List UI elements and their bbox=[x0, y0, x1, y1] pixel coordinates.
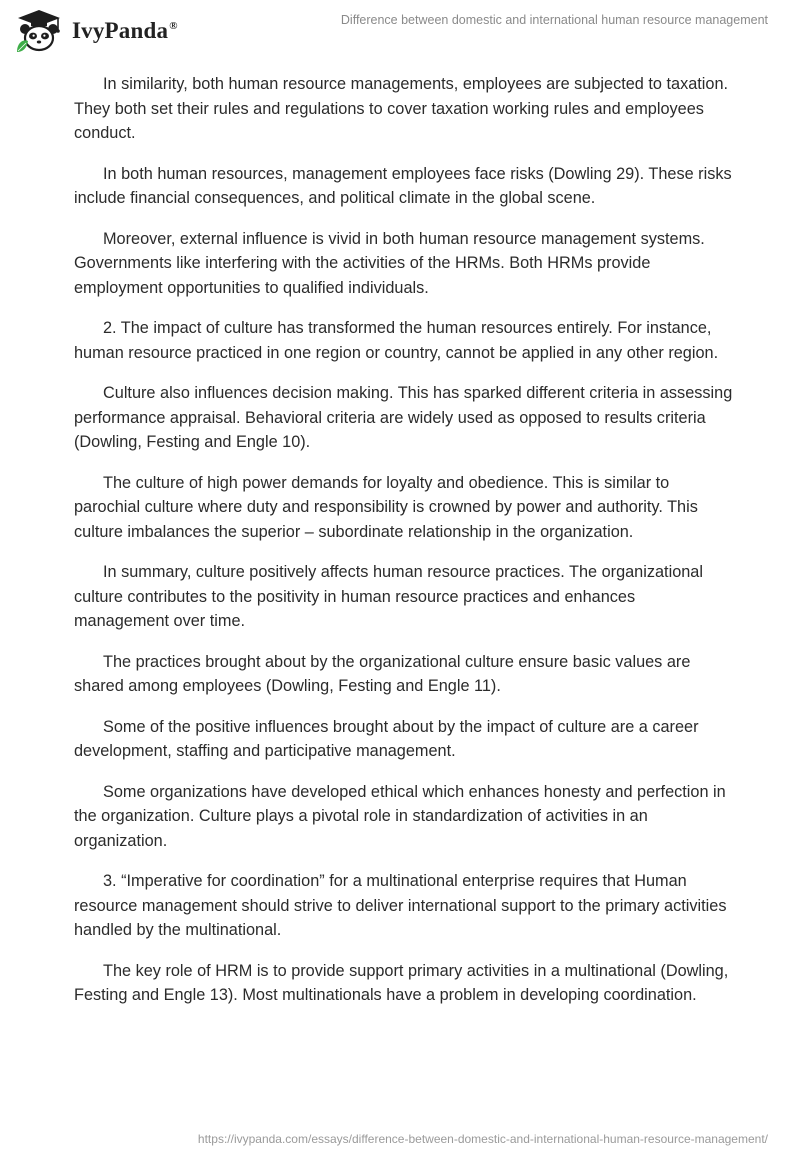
paragraph: 2. The impact of culture has transformed the human resources entirely. For instance, human resource practiced in one region or country, cannot be applied in any other region. bbox=[74, 319, 719, 362]
document-title: Difference between domestic and international human resource management bbox=[340, 13, 768, 27]
page-header bbox=[0, 0, 800, 60]
paragraph: Some organizations have developed ethical which enhances honesty and perfection in the organization. Culture plays a pivotal role in standardization of activities in an organization. bbox=[74, 782, 726, 850]
paragraph: Moreover, external influence is vivid in both human resource management systems. Governments like interfering with the activities of the HRMs. Both HRMs provide employment opportunities to qualified individuals. bbox=[74, 229, 705, 297]
panda-graduate-icon bbox=[14, 8, 64, 54]
paragraph: In summary, culture positively affects human resource practices. The organizational culture contributes to the positivity in human resource practices and enhances management over time. bbox=[74, 563, 703, 630]
paragraph: Culture also influences decision making. This has sparked different criteria in assessing performance appraisal. Behavioral criteria are widely used as opposed to results criteria (Dowling, Festing and Engle 10). bbox=[74, 384, 733, 451]
paragraph: The practices brought about by the organizational culture ensure basic values are shared among employees (Dowling, Festing and Engle 11). bbox=[74, 652, 691, 695]
paragraph: 3. “Imperative for coordination” for a multinational enterprise requires that Human resource management should strive to deliver international support to the primary activities handled by the multinational. bbox=[74, 872, 727, 939]
paragraph: The key role of HRM is to provide support primary activities in a multinational (Dowling, Festing and Engle 13). Most multinationals have a problem in developing coordination. bbox=[74, 961, 729, 1004]
paragraph: In both human resources, management employees face risks (Dowling 29). These risks include financial consequences, and political climate in the global scene. bbox=[74, 164, 732, 207]
essay-body bbox=[74, 72, 734, 1024]
ivypanda-logo[interactable] bbox=[14, 8, 178, 54]
source-url[interactable]: https://ivypanda.com/essays/difference-between-domestic-and-international-human-resource-management/ bbox=[197, 1132, 768, 1146]
brand-name: IvyPanda® bbox=[72, 18, 178, 43]
paragraph: Some of the positive influences brought about by the impact of culture are a career development, staffing and participative management. bbox=[74, 717, 699, 760]
paragraph: The culture of high power demands for loyalty and obedience. This is similar to parochial culture where duty and responsibility is crowned by power and authority. This culture imbalances the superior – subordinate relationship in the organization. bbox=[74, 473, 698, 541]
registered-mark: ® bbox=[169, 20, 178, 33]
paragraph: In similarity, both human resource managements, employees are subjected to taxation. They both set their rules and regulations to cover taxation working rules and employees conduct. bbox=[74, 75, 729, 142]
